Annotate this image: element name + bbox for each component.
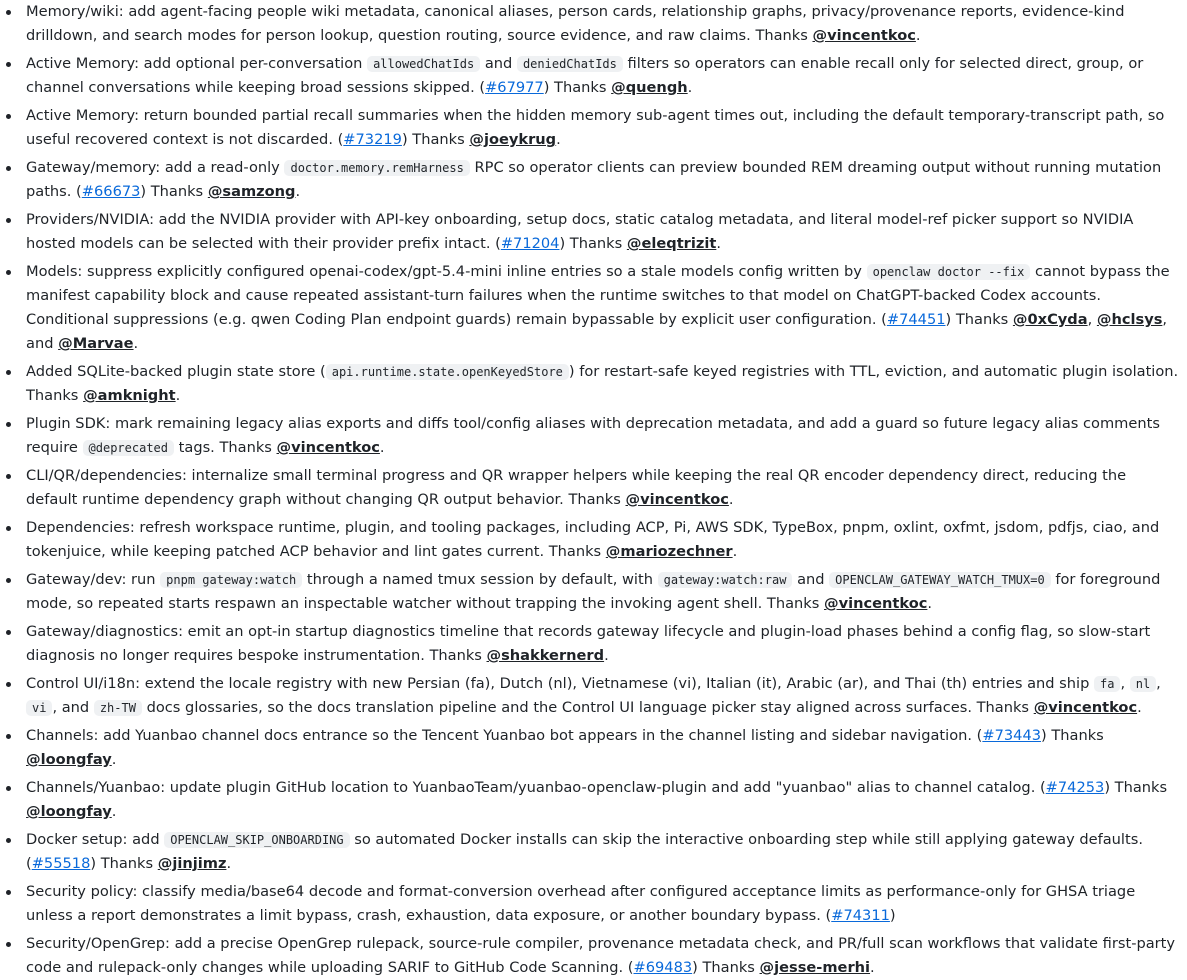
changelog-item — [0, 776, 1187, 824]
item-text: ) Thanks — [140, 183, 208, 200]
changelog-item — [0, 260, 1187, 356]
item-text: for foreground mode, so repeated starts respawn an inspectable watcher without trapping the invoking agent shell. Thanks — [26, 571, 1161, 612]
item-text: . — [295, 183, 301, 200]
pr-link[interactable]: #67977 — [485, 79, 544, 96]
item-text: tags. Thanks — [174, 439, 277, 456]
inline-code: doctor.memory.remHarness — [284, 160, 469, 176]
item-text: Providers/NVIDIA: add the NVIDIA provider with API-key onboarding, setup docs, static catalog metadata, and literal model-ref picker support so NVIDIA hosted models can be selected with their provider prefix intact. ( — [26, 211, 1134, 252]
changelog-item — [0, 104, 1187, 152]
changelog-item — [0, 932, 1187, 980]
user-mention-link[interactable]: @vincentkoc — [276, 439, 380, 456]
item-text: RPC so operator clients can preview bounded REM dreaming output without running mutation paths. ( — [26, 159, 1162, 200]
changelog-item — [0, 724, 1187, 772]
item-text: filters so operators can enable recall only for selected direct, group, or channel conversations while keeping broad sessions skipped. ( — [26, 55, 1144, 96]
user-mention-link[interactable]: @amknight — [83, 387, 176, 404]
changelog-item — [0, 156, 1187, 204]
item-text: , — [1087, 311, 1097, 328]
user-mention-link[interactable]: @0xCyda — [1012, 311, 1088, 328]
changelog-item — [0, 208, 1187, 256]
inline-code: allowedChatIds — [367, 56, 480, 72]
changelog-item — [0, 464, 1187, 512]
item-text: ) Thanks — [559, 235, 627, 252]
inline-code: fa — [1094, 676, 1120, 692]
user-mention-link[interactable]: @loongfay — [26, 803, 112, 820]
inline-code: pnpm gateway:watch — [160, 572, 302, 588]
user-mention-link[interactable]: @jesse-merhi — [759, 959, 871, 976]
item-text: CLI/QR/dependencies: internalize small terminal progress and QR wrapper helpers while keeping the real QR encoder dependency direct, reducing the default runtime dependency graph without changing QR output behavior. Thanks — [26, 467, 1127, 508]
item-text: . — [728, 491, 734, 508]
item-text: , — [1156, 675, 1161, 692]
inline-code: nl — [1130, 676, 1156, 692]
inline-code: OPENCLAW_SKIP_ONBOARDING — [164, 832, 349, 848]
item-text: Security/OpenGrep: add a precise OpenGrep rulepack, source-rule compiler, provenance metadata check, and PR/full scan workflows that validate first-party code and rulepack-only changes while uploading SARIF to GitHub Code Scanning. ( — [26, 935, 1176, 976]
item-text: ) Thanks — [1041, 727, 1104, 744]
pr-link[interactable]: #71204 — [500, 235, 560, 252]
pr-link[interactable]: #74451 — [886, 311, 946, 328]
item-text: . — [870, 959, 875, 976]
item-text: . — [732, 543, 738, 560]
pr-link[interactable]: #69483 — [633, 959, 693, 976]
item-text: ) Thanks — [401, 131, 470, 148]
item-text: Channels/Yuanbao: update plugin GitHub location to YuanbaoTeam/yuanbao-openclaw-plugin and add "yuanbao" alias to channel catalog. ( — [26, 779, 1046, 796]
item-text: Security policy: classify media/base64 decode and format-conversion overhead after configured acceptance limits as performance-only for GHSA triage unless a report demonstrates a limit bypass, crash, exhaustion, data exposure, or another boundary bypass. ( — [26, 883, 1136, 924]
item-text: Gateway/dev: run — [26, 571, 161, 588]
item-text: . — [133, 335, 139, 352]
item-text: . — [556, 131, 561, 148]
inline-code: @deprecated — [83, 440, 174, 456]
user-mention-link[interactable]: @Marvae — [58, 335, 134, 352]
item-text: . — [226, 855, 232, 872]
pr-link[interactable]: #73443 — [982, 727, 1042, 744]
item-text: and — [792, 571, 830, 588]
user-mention-link[interactable]: @joeykrug — [469, 131, 557, 148]
changelog-item — [0, 412, 1187, 460]
item-text: cannot bypass the manifest capability block and cause repeated assistant-turn failures when the runtime switches to that model on ChatGPT-backed Codex accounts. Conditional suppressions (e.g. qwen Coding Plan endpoint guards) remain bypassable by explicit user configuration. ( — [26, 263, 1170, 328]
item-text: Plugin SDK: mark remaining legacy alias exports and diffs tool/config aliases with deprecation metadata, and add a guard so future legacy alias comments require — [26, 415, 1160, 456]
item-text: and — [480, 55, 517, 72]
user-mention-link[interactable]: @loongfay — [26, 751, 112, 768]
changelog-item — [0, 568, 1187, 616]
item-text: Models: suppress explicitly configured openai-codex/gpt-5.4-mini inline entries so a stale models config written by — [26, 263, 867, 280]
item-text: Active Memory: add optional per-conversation — [26, 55, 368, 72]
item-text: . — [111, 803, 117, 820]
item-text: Gateway/memory: add a read-only — [26, 159, 285, 176]
inline-code: OPENCLAW_GATEWAY_WATCH_TMUX=0 — [829, 572, 1051, 588]
changelog-item — [0, 52, 1187, 100]
inline-code: gateway:watch:raw — [658, 572, 793, 588]
item-text: ) Thanks — [692, 959, 760, 976]
item-text: so automated Docker installs can skip the interactive onboarding step while still applying gateway defaults. ( — [26, 831, 1143, 872]
pr-link[interactable]: #73219 — [343, 131, 402, 148]
item-text: Added SQLite-backed plugin state store ( — [26, 363, 326, 380]
item-text: Channels: add Yuanbao channel docs entrance so the Tencent Yuanbao bot appears in the channel listing and sidebar navigation. ( — [26, 727, 983, 744]
item-text: , and — [52, 699, 94, 716]
inline-code: openclaw doctor --fix — [867, 264, 1031, 280]
inline-code: zh-TW — [94, 700, 142, 716]
changelog-item — [0, 672, 1187, 720]
item-text: . — [716, 235, 721, 252]
inline-code: deniedChatIds — [517, 56, 623, 72]
changelog-item — [0, 620, 1187, 668]
user-mention-link[interactable]: @hclsys — [1096, 311, 1163, 328]
item-text: Memory/wiki: add agent-facing people wiki metadata, canonical aliases, person cards, relationship graphs, privacy/provenance reports, evidence-kind drilldown, and search modes for person lookup, question routing, source evidence, and raw claims. Thanks — [26, 3, 1125, 44]
item-text: ) Thanks — [543, 79, 612, 96]
changelog-item — [0, 360, 1187, 408]
item-text: Active Memory: return bounded partial recall summaries when the hidden memory sub-agent times out, including the default temporary-transcript path, so useful recovered context is not discarded. ( — [26, 107, 1165, 148]
pr-link[interactable]: #55518 — [31, 855, 91, 872]
item-text: through a named tmux session by default, with — [302, 571, 658, 588]
item-text: ) Thanks — [1104, 779, 1168, 796]
item-text: . — [927, 595, 933, 612]
user-mention-link[interactable]: @mariozechner — [605, 543, 733, 560]
item-text: ) Thanks — [945, 311, 1013, 328]
item-text: , — [1120, 675, 1130, 692]
item-text: ) — [889, 907, 896, 924]
pr-link[interactable]: #74311 — [831, 907, 890, 924]
user-mention-link[interactable]: @quengh — [611, 79, 688, 96]
user-mention-link[interactable]: @shakkernerd — [486, 647, 605, 664]
changelog-item — [0, 516, 1187, 564]
item-text: ) Thanks — [90, 855, 158, 872]
pr-link[interactable]: #74253 — [1045, 779, 1105, 796]
item-text: Gateway/diagnostics: emit an opt-in startup diagnostics timeline that records gateway lifecycle and plugin-load phases behind a config flag, so slow-start diagnosis no longer requires bespoke instrumentation. Thanks — [26, 623, 1151, 664]
item-text: . — [687, 79, 693, 96]
user-mention-link[interactable]: @eleqtrizit — [626, 235, 717, 252]
item-text: . — [111, 751, 117, 768]
user-mention-link[interactable]: @vincentkoc — [812, 27, 916, 44]
user-mention-link[interactable]: @vincentkoc — [823, 595, 928, 612]
changelog-item — [0, 0, 1187, 48]
item-text: Control UI/i18n: extend the locale registry with new Persian (fa), Dutch (nl), Vietnamese (vi), Italian (it), Arabic (ar), and Thai (th) entries and ship — [26, 675, 1094, 692]
user-mention-link[interactable]: @jinjimz — [157, 855, 227, 872]
item-text: . — [604, 647, 609, 664]
item-text: . — [915, 27, 921, 44]
item-text: ) for restart-safe keyed registries with TTL, eviction, and automatic plugin isolation. Thanks — [26, 363, 1179, 404]
user-mention-link[interactable]: @samzong — [207, 183, 296, 200]
inline-code: api.runtime.state.openKeyedStore — [326, 364, 569, 380]
item-text: Dependencies: refresh workspace runtime, plugin, and tooling packages, including ACP, Pi, AWS SDK, TypeBox, pnpm, oxlint, oxfmt, jsdom, pdfjs, ciao, and tokenjuice, while keeping patched ACP behavior and lint gates current. Thanks — [26, 519, 1160, 560]
inline-code: vi — [26, 700, 52, 716]
item-text: . — [175, 387, 181, 404]
pr-link[interactable]: #66673 — [81, 183, 141, 200]
item-text: , and — [26, 311, 1168, 352]
changelog-item — [0, 828, 1187, 876]
user-mention-link[interactable]: @vincentkoc — [1033, 699, 1138, 716]
changelog-item — [0, 880, 1187, 928]
item-text: docs glossaries, so the docs translation pipeline and the Control UI language picker stay aligned across surfaces. Thanks — [141, 699, 1034, 716]
item-text: Docker setup: add — [26, 831, 165, 848]
item-text: . — [1137, 699, 1142, 716]
item-text: . — [379, 439, 385, 456]
user-mention-link[interactable]: @vincentkoc — [625, 491, 729, 508]
